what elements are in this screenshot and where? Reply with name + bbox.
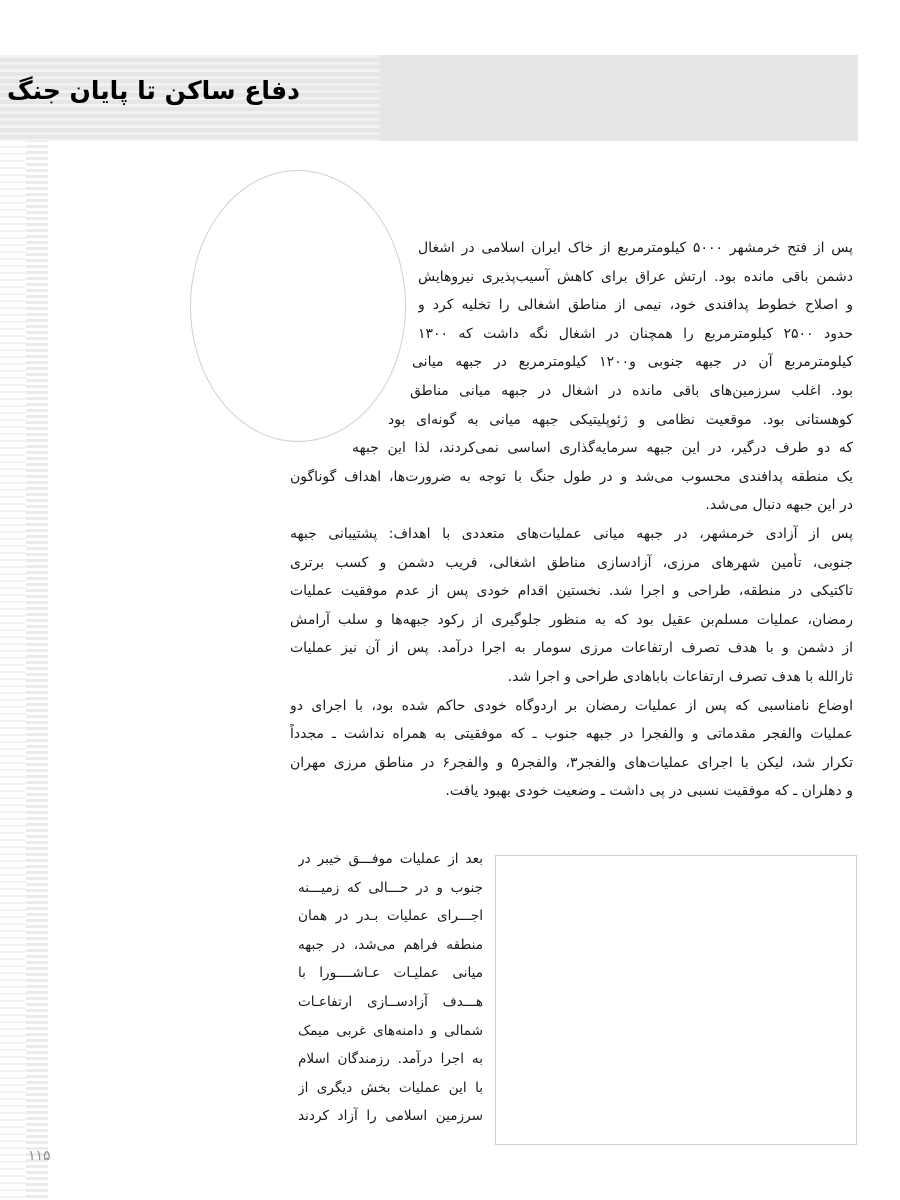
- paragraph-1-line: و اصلاح خطوط پدافندی خود، نیمی از مناطق اشغالی را تخلیه کرد و: [418, 297, 853, 314]
- paragraph-1-line: که دو طرف درگیر، در این جبهه سرمایه‌گذاری اساسی نمی‌کردند، لذا این جبهه: [352, 440, 853, 457]
- paragraph-3-line: اوضاع نامناسبی که پس از عملیات رمضان بر اردوگاه خودی حاکم شده بود، با اجرای دو: [290, 697, 853, 714]
- paragraph-2-line: جنوبی، تأمین شهرهای مرزی، آزادسازی مناطق اشغالی، فریب دشمن و کسب برتری: [290, 554, 853, 571]
- paragraph-4-line: میانی عملیـات عـاشــــورا با: [298, 965, 483, 982]
- portrait-image-frame: [190, 170, 406, 442]
- paragraph-1-line: کیلومترمربع آن در جبهه جنوبی و۱۲۰۰ کیلومترمربع در جبهه میانی: [412, 354, 853, 371]
- paragraph-1-line: بود. اغلب سرزمین‌های باقی مانده در اشغال در جبهه میانی مناطق: [410, 383, 853, 399]
- paragraph-3-line: عملیات والفجر مقدماتی و والفجرا در جبهه جنوب ـ که موفقیتی به همراه نداشت ـ مجدداً: [290, 726, 853, 743]
- paragraph-2-line: ثارالله با هدف تصرف ارتفاعات باباهادی طراحی و اجرا شد.: [507, 669, 853, 685]
- paragraph-1-line: حدود ۲۵۰۰ کیلومترمربع را همچنان در اشغال نگه داشت که ۱۳۰۰: [418, 325, 853, 342]
- paragraph-1-line: پس از فتح خرمشهر ۵۰۰۰ کیلومترمربع از خاک ایران اسلامی در اشغال: [418, 240, 853, 256]
- paragraph-2-line: از دشمن و با هدف تصرف ارتفاعات مرزی سومار به اجرا درآمد. پس از آن نیز عملیات: [290, 640, 853, 657]
- paragraph-1-line: یک منطقه پدافندی محسوب می‌شد و در طول جنگ با توجه به ضرورت‌ها، اهداف گوناگون: [290, 468, 853, 485]
- paragraph-1-line: در این جبهه دنبال می‌شد.: [705, 497, 853, 514]
- paragraph-4-line: منطقه فراهم می‌شد، در جبهه: [298, 936, 483, 953]
- paragraph-4-line: به اجرا درآمد. رزمندگان اسلام: [298, 1051, 483, 1068]
- paragraph-2-line: تاکتیکی در منطقه، طراحی و اجرا شد. نخستین اقدام خودی پس از عدم موفقیت عملیات: [290, 583, 853, 600]
- paragraph-4-line: سرزمین اسلامی را آزاد کردند: [298, 1108, 483, 1125]
- paragraph-4-line: بعد از عملیات موفـــق خیبر در: [298, 851, 483, 867]
- paragraph-4-line: با این عملیات بخش دیگری از: [298, 1079, 483, 1096]
- paragraph-1-line: کوهستانی بود. موقعیت نظامی و ژئوپلیتیکی جبهه میانی به گونه‌ای بود: [388, 411, 853, 428]
- paragraph-3-line: و دهلران ـ که موفقیت نسبی در پی داشت ـ وضعیت خودی بهبود یافت.: [445, 783, 853, 800]
- page-title: دفاع ساکن تا پایان جنگ: [7, 76, 300, 105]
- paragraph-2-line: پس از آزادی خرمشهر، در جبهه میانی عملیات‌های متعددی با اهداف: پشتیبانی جبهه: [290, 526, 853, 542]
- paragraph-3-line: تکرار شد، لیکن با اجرای عملیات‌های والفجر۳، والفجر۵ و والفجر۶ در مناطق مرزی مهران: [290, 754, 853, 771]
- paragraph-2-line: رمضان، عملیات مسلم‌بن عقیل بود که به منظور جلوگیری از رکود جبهه‌ها و سلب آرامش: [290, 611, 853, 628]
- photo-image-frame: [495, 855, 857, 1145]
- paragraph-4-line: هـــدف آزادســازی ارتفاعـات: [298, 994, 483, 1010]
- paragraph-4-line: جنوب و در حـــالی که زمیـــنه: [298, 879, 483, 896]
- left-decorative-stripes-inner: [0, 55, 26, 1200]
- paragraph-1-line: دشمن باقی مانده بود. ارتش عراق برای کاهش آسیب‌پذیری نیروهایش: [418, 268, 853, 285]
- paragraph-4-line: اجـــرای عملیات بـدر در همان: [298, 908, 483, 925]
- paragraph-4-line: شمالی و دامنه‌های غربی میمک: [298, 1022, 483, 1039]
- page-number: ۱۱۵: [28, 1148, 51, 1164]
